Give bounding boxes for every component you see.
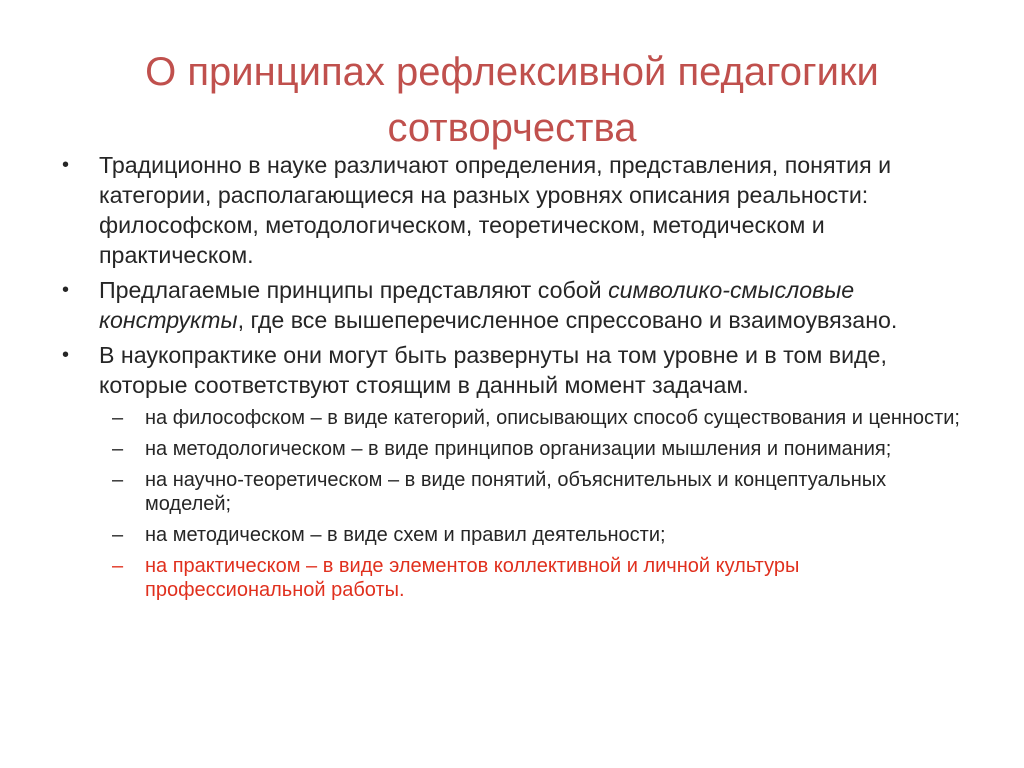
- bullet-icon: •: [62, 154, 70, 176]
- bullet-text-before: Предлагаемые принципы представляют собой: [99, 277, 609, 303]
- bullet-item-1: [62, 150, 962, 270]
- bullet-text: В наукопрактике они могут быть развернуты на том уровне и в том виде, которые соответствуют стоящим в данный момент задачам.: [99, 342, 887, 398]
- sub-item-text: на практическом – в виде элементов коллективной и личной культуры профессиональной работы.: [145, 555, 800, 601]
- sub-item-practical: [99, 554, 962, 602]
- bullet-icon: •: [62, 344, 70, 366]
- sub-item-theoretical: [99, 468, 962, 516]
- sub-item-text: на методическом – в виде схем и правил деятельности;: [145, 524, 666, 546]
- bullet-text-italic: символико-смысловые конструкты: [99, 277, 855, 333]
- sub-item-philosophical: [99, 406, 962, 430]
- bullet-item-3: [62, 340, 962, 602]
- slide-content: [62, 150, 962, 609]
- slide-title-line2: сотворчества: [387, 106, 637, 150]
- bullet-text-after: , где все вышеперечисленное спрессовано и взаимоувязано.: [237, 307, 898, 333]
- sub-bullet-list: [99, 406, 962, 602]
- sub-item-methodological: [99, 437, 962, 461]
- dash-icon: –: [112, 469, 124, 491]
- sub-item-text: на научно-теоретическом – в виде понятий, объяснительных и концептуальных моделей;: [145, 469, 887, 515]
- dash-icon: –: [112, 407, 124, 429]
- bullet-icon: •: [62, 279, 70, 301]
- sub-item-methodical: [99, 523, 962, 547]
- bullet-item-2: [62, 275, 962, 335]
- sub-item-text: на методологическом – в виде принципов организации мышления и понимания;: [145, 438, 892, 460]
- dash-icon: –: [112, 555, 124, 577]
- dash-icon: –: [112, 524, 124, 546]
- bullet-list: [62, 150, 962, 602]
- slide-title: [60, 44, 964, 156]
- sub-item-text: на философском – в виде категорий, описывающих способ существования и ценности;: [145, 407, 960, 429]
- bullet-text: Традиционно в науке различают определения, представления, понятия и категории, располагающиеся на разных уровнях описания реальности: философском, методологическом, теоретическом, методическом и практическом.: [99, 152, 892, 268]
- dash-icon: –: [112, 438, 124, 460]
- slide-title-line1: О принципах рефлексивной педагогики: [145, 50, 879, 94]
